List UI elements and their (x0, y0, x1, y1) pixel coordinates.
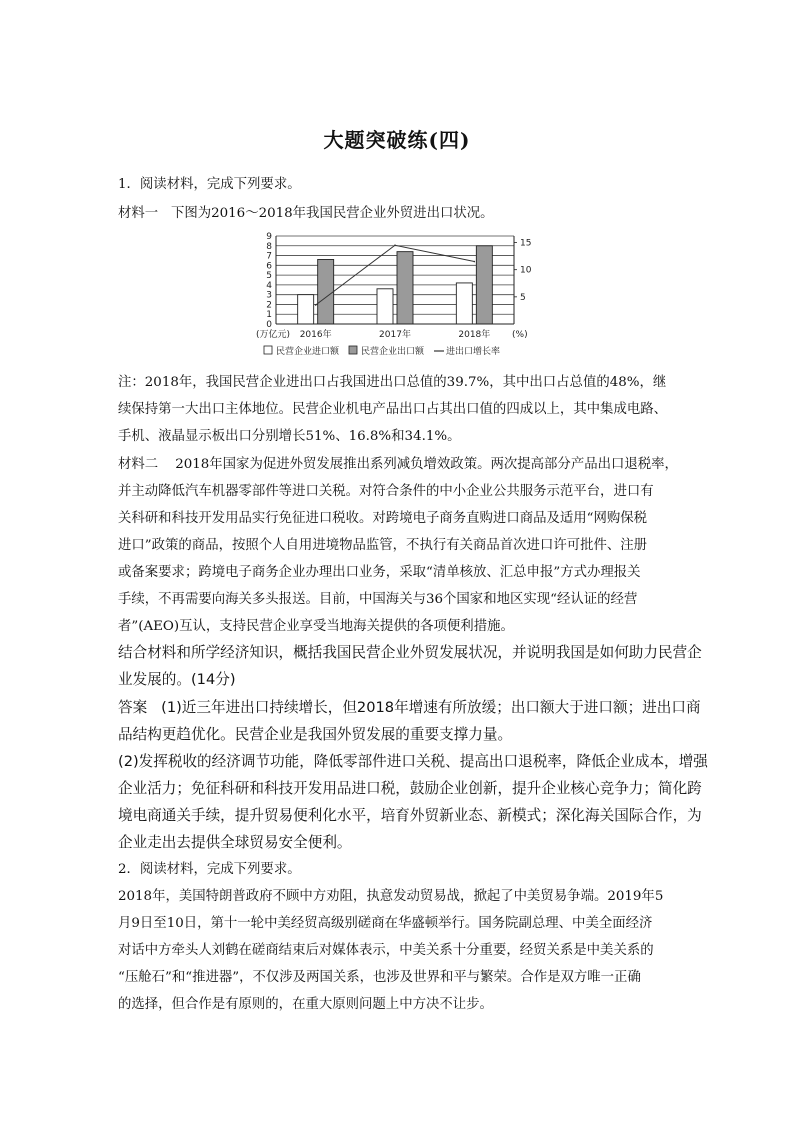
text-line: 者”(AEO)互认，支持民营企业享受当地海关提供的各项便利措施。 (118, 619, 514, 634)
text-line: 对话中方牵头人刘鹤在磋商结束后对媒体表示，中美关系十分重要，经贸关系是中美关系的 (118, 943, 654, 958)
bar-import (456, 283, 472, 324)
bar-import (377, 289, 393, 324)
text-line: 续保持第一大出口主体地位。民营企业机电产品出口占其出口值的四成以上，其中集成电路、 (118, 402, 668, 417)
y-tick-label: 6 (266, 261, 272, 272)
y2-tick-label: 5 (520, 292, 526, 303)
growth-rate-point (315, 304, 317, 306)
text-line: 业发展的。(14分) (118, 671, 236, 688)
text-line: 月9日至10日，第十一轮中美经贸高级别磋商在华盛顿举行。国务院副总理、中美全面经济 (118, 916, 653, 931)
text-line: 结合材料和所学经济知识，概括我国民营企业外贸发展状况，并说明我国是如何助力民营企 (118, 644, 702, 661)
text-line: (2)发挥税收的经济调节功能，降低零部件进口关税、提高出口退税率，降低企业成本，增强 (118, 753, 708, 770)
bar-export (397, 252, 413, 324)
text-line: 注：2018年，我国民营企业进出口占我国进出口总值的39.7%，其中出口占总值的48%，继 (118, 375, 667, 390)
trade-chart (248, 230, 548, 362)
material1-label: 材料一 (118, 206, 159, 221)
answer-label: 答案 (118, 699, 148, 716)
text-line: 企业走出去提供全球贸易安全便利。 (118, 834, 352, 851)
y-tick-label: 8 (266, 241, 272, 252)
text-line: 企业活力；免征科研和科技开发用品进口税，鼓励企业创新，提升企业核心竞争力；简化跨 (118, 780, 702, 797)
x-tick-label: 2018年 (458, 330, 491, 340)
bar-import (298, 295, 314, 324)
y-tick-label: 5 (266, 271, 272, 282)
material2-line: 2018年国家为促进外贸发展推出系列减负增效政策。两次提高部分产品出口退税率， (175, 457, 678, 472)
text-line: 并主动降低汽车机器零部件等进口关税。对符合条件的中小企业公共服务示范平台，进口有 (118, 484, 654, 499)
y-tick-label: 1 (266, 310, 272, 321)
y-tick-label: 3 (266, 290, 272, 301)
text-line: 手续，不再需要向海关多头报送。目前，中国海关与36个国家和地区实现“经认证的经营 (118, 592, 638, 607)
text-line: 或备案要求；跨境电子商务企业办理出口业务，采取“清单核放、汇总申报”方式办理报关 (118, 565, 641, 580)
text-line: 关科研和科技开发用品实行免征进口税收。对跨境电子商务直购进口商品及适用“网购保税 (118, 511, 648, 526)
x-tick-label: 2016年 (299, 330, 332, 340)
growth-rate-point (394, 244, 396, 246)
y2-unit-label: (%) (512, 330, 528, 340)
legend-swatch (349, 346, 357, 354)
q2-intro: 2．阅读材料，完成下列要求。 (118, 862, 301, 877)
material1-text: 下图为2016～2018年我国民营企业外贸进出口状况。 (170, 206, 494, 221)
chart-legend (264, 345, 500, 357)
answer-first-line (118, 696, 701, 717)
y-tick-label: 9 (266, 232, 272, 242)
text-line: 境电商通关手续，提升贸易便利化水平，培育外贸新业态、新模式；深化海关国际合作，为 (118, 807, 702, 824)
y-tick-label: 2 (266, 300, 272, 311)
x-tick-label: 2017年 (379, 330, 411, 340)
y-tick-label: 4 (266, 280, 272, 291)
bar-export (318, 259, 334, 324)
legend-label: 进出口增长率 (446, 347, 501, 357)
text-line: 2018年，美国特朗普政府不顾中方劝阻，执意发动贸易战，掀起了中美贸易争端。2019年5 (118, 889, 664, 904)
answer-line: (1)近三年进出口持续增长，但2018年增速有所放缓；出口额大于进口额；进出口商 (161, 699, 701, 716)
y2-tick-label: 10 (520, 265, 532, 276)
bar-export (476, 246, 492, 324)
q1-material2-first (118, 453, 678, 472)
text-line: 品结构更趋优化。民营企业是我国外贸发展的重要支撑力量。 (118, 726, 513, 743)
text-line: “压舱石”和“推进器”，不仅涉及两国关系，也涉及世界和平与繁荣。合作是双方唯一正确 (118, 970, 641, 985)
legend-swatch (264, 346, 272, 354)
q1-material1 (118, 202, 494, 221)
growth-rate-point (474, 261, 476, 263)
material2-label: 材料二 (118, 457, 159, 472)
legend-label: 民营企业进口额 (276, 347, 340, 357)
legend-label: 民营企业出口额 (361, 347, 425, 357)
y2-tick-label: 15 (520, 238, 532, 249)
page-title: 大题突破练(四) (323, 128, 471, 152)
y-tick-label: 0 (266, 320, 272, 330)
text-line: 的选择，但合作是有原则的，在重大原则问题上中方决不让步。 (118, 997, 493, 1012)
q1-intro: 1．阅读材料，完成下列要求。 (118, 177, 301, 192)
text-line: 进口”政策的商品，按照个人自用进境物品监管，不执行有关商品首次进口许可批件、注册 (118, 538, 648, 553)
y-unit-label: (万亿元) (256, 330, 291, 340)
text-line: 手机、液晶显示板出口分别增长51%、16.8%和34.1%。 (118, 429, 461, 444)
y-tick-label: 7 (266, 251, 272, 262)
